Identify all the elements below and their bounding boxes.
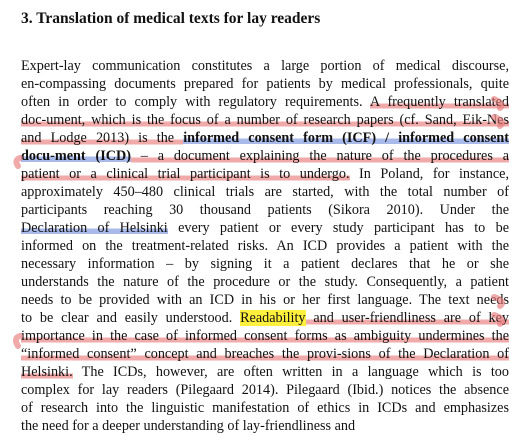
text-line	[21, 93, 509, 111]
text-line	[21, 57, 509, 75]
text-line	[21, 363, 509, 381]
highlighted-text-red: A frequently translated	[369, 94, 509, 110]
text-line	[21, 399, 509, 417]
highlighted-text-blue: Declaration of Helsinki	[21, 220, 168, 236]
text-segment: participants reaching 30 thousand patients (Sikora 2010). Under the	[21, 202, 509, 218]
text-segment: often in order to comply with regulatory requirements.	[21, 94, 370, 110]
text-line	[21, 219, 509, 237]
text-line	[21, 165, 509, 183]
highlighted-text-blue: docu-ment (ICD)	[21, 148, 131, 164]
text-segment: understands the nature of the procedure or the study. Consequently, a patient	[21, 274, 509, 290]
text-line	[21, 237, 509, 255]
text-segment: of research into the linguistic manifestation of ethics in ICDs and emphasizes	[21, 400, 509, 416]
highlighted-text-red: and user-friendliness are of key	[305, 310, 509, 326]
text-segment: informed on the treatment-related risks. An ICD provides a patient with the	[21, 238, 509, 254]
text-segment: necessary information – by signing it a patient declares that he or she	[21, 256, 509, 272]
pen-stroke-start-line-7	[16, 158, 20, 166]
highlighted-text-yellow: Readability	[240, 310, 306, 326]
text-line	[21, 327, 509, 345]
text-line	[21, 309, 509, 327]
text-segment: The ICDs, however, are often written in a language which is too	[72, 364, 509, 380]
text-line	[21, 345, 509, 363]
highlighted-text-red: importance in the case of informed consent forms as ambiguity undermines the	[21, 328, 509, 344]
text-segment: approximately 450–480 clinical trials are started, with the total number of	[21, 184, 509, 200]
text-line	[21, 147, 509, 165]
text-line	[21, 255, 509, 273]
text-segment: complex for lay readers (Pilegaard 2014). Pilegaard (Ibid.) notices the absence	[21, 382, 509, 398]
text-line	[21, 111, 509, 129]
highlighted-text-red: doc-ument, which is the focus of a number of research papers (cf. Sand, Eik-Nes	[21, 112, 509, 128]
section-heading: 3. Translation of medical texts for lay readers	[21, 10, 321, 27]
text-segment: en-compassing documents prepared for patients by medical professionals, quite	[21, 76, 509, 92]
highlighted-text-red: patient or a clinical trial participant is to undergo.	[21, 166, 350, 182]
highlighted-text-blue: informed consent form (ICF) / informed consent	[183, 130, 510, 146]
text-line	[21, 183, 509, 201]
text-line	[21, 273, 509, 291]
text-line	[21, 129, 509, 147]
pen-stroke-start-line-17	[16, 336, 20, 346]
highlighted-text-red: Helsinki.	[21, 364, 73, 380]
text-line	[21, 381, 509, 399]
body-paragraph	[21, 57, 509, 435]
text-line	[21, 201, 509, 219]
text-segment: In Poland, for instance,	[349, 166, 509, 182]
text-segment: Expert-lay communication constitutes a large portion of medical discourse,	[21, 58, 509, 74]
text-line	[21, 291, 509, 309]
text-line	[21, 75, 509, 93]
text-line	[21, 417, 509, 435]
highlighted-text-red: – a document explaining the nature of the procedures a	[130, 148, 509, 164]
highlighted-text-red: and Lodge 2013) is the	[21, 130, 184, 146]
text-segment: the need for a deeper understanding of lay-friendliness and	[21, 418, 356, 434]
text-segment: every patient or every study participant has to be	[167, 220, 509, 236]
text-segment: to be clear and easily understood.	[21, 310, 241, 326]
text-segment: needs to be provided with an ICD in his or her first language. The text needs	[21, 292, 509, 308]
highlighted-text-red: “informed consent” concept and breaches the provi-sions of the Declaration of	[21, 346, 509, 362]
